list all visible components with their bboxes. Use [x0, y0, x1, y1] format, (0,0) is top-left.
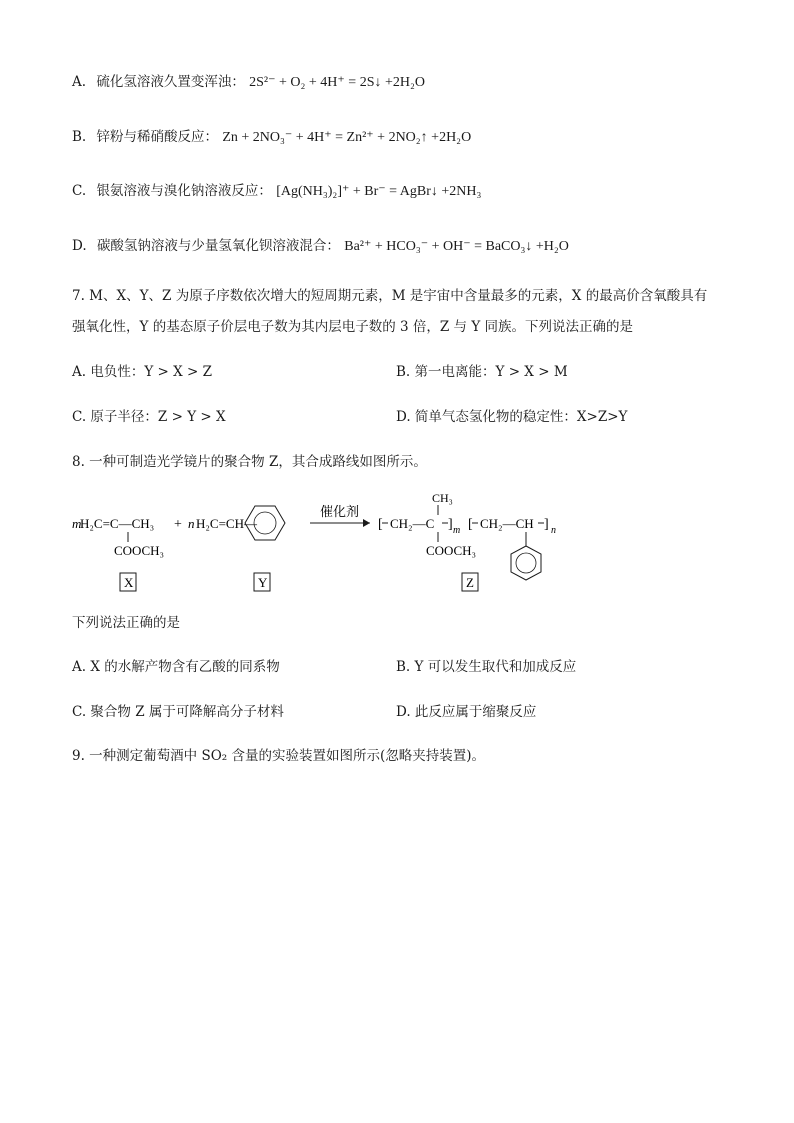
q7-option-a: A. 电负性：Y > X > Z: [72, 364, 213, 380]
q7-stem-line1: 7. M、X、Y、Z 为原子序数依次增大的短周期元素，M 是宇宙中含量最多的元素，X 的最高价含氧酸具有: [72, 288, 708, 304]
q7-option-c: C. 原子半径：Z > Y > X: [72, 409, 226, 425]
q7-option-b: B. 第一电离能：Y > X > M: [396, 364, 568, 380]
z-label: Z: [466, 575, 474, 590]
q8-option-c: C. 聚合物 Z 属于可降解高分子材料: [72, 704, 284, 720]
x-coefficient: m: [72, 516, 82, 531]
q8-prompt: 下列说法正确的是: [72, 615, 180, 631]
x-formula: H₂C=C—CH₃: [80, 516, 155, 531]
q8-synthesis-scheme: [70, 488, 570, 596]
z-unit2: CH₂—CH: [480, 516, 534, 531]
y-coefficient: n: [188, 516, 195, 531]
q8-option-d: D. 此反应属于缩聚反应: [396, 704, 537, 720]
z-substituent: COOCH₃: [426, 543, 477, 558]
z-unit1: CH₂—C: [390, 516, 435, 531]
z-bracket-open-2: [: [468, 517, 473, 532]
plus-sign: +: [174, 517, 182, 532]
q8-option-b: B. Y 可以发生取代和加成反应: [396, 659, 577, 675]
z-bracket-close-1: ]: [448, 517, 453, 532]
z-subscript-n: n: [551, 525, 556, 536]
catalyst-label: 催化剂: [320, 504, 360, 519]
q6-option-c: C. 银氨溶液与溴化钠溶液反应： [Ag(NH₃)₂]⁺ + Br⁻ = AgBr↓ +2NH₃: [72, 183, 482, 199]
x-label: X: [124, 575, 134, 590]
z-benzene-ring-icon: [511, 546, 541, 580]
q8-option-a: A. X 的水解产物含有乙酸的同系物: [72, 659, 280, 675]
q8-stem: 8. 一种可制造光学镜片的聚合物 Z，其合成路线如图所示。: [72, 454, 427, 470]
z-methyl: CH₃: [432, 491, 453, 505]
y-formula: H₂C=CH—: [196, 516, 257, 531]
q6-option-b: B. 锌粉与稀硝酸反应： Zn + 2NO₃⁻ + 4H⁺ = Zn²⁺ + 2NO₂↑ +2H₂O: [72, 129, 472, 145]
z-bracket-open-1: [: [378, 517, 383, 532]
y-label: Y: [258, 575, 268, 590]
x-substituent: COOCH₃: [114, 543, 165, 558]
q6-option-a: A. 硫化氢溶液久置变浑浊： 2S²⁻ + O₂ + 4H⁺ = 2S↓ +2H₂O: [72, 74, 425, 90]
arrow-head-icon: [363, 519, 370, 527]
q9-stem: 9. 一种测定葡萄酒中 SO₂ 含量的实验装置如图所示(忽略夹持装置)。: [72, 748, 486, 764]
q7-option-d: D. 简单气态氢化物的稳定性：X>Z>Y: [396, 409, 628, 425]
z-subscript-m: m: [453, 525, 461, 536]
z-bracket-close-2: ]: [544, 517, 549, 532]
q7-stem-line2: 强氧化性，Y 的基态原子价层电子数为其内层电子数的 3 倍，Z 与 Y 同族。下列说法正确的是: [72, 319, 634, 335]
q6-option-d: D. 碳酸氢钠溶液与少量氢氧化钡溶液混合： Ba²⁺ + HCO₃⁻ + OH⁻ = BaCO₃↓ +H₂O: [72, 238, 569, 254]
